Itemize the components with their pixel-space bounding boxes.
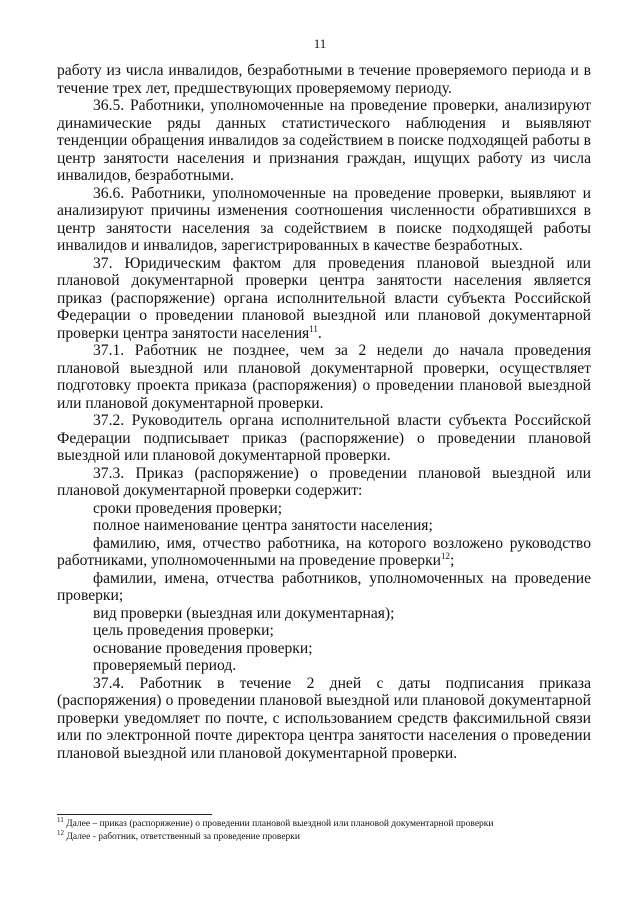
list-item-text: фамилии, имена, отчества работников, уполномоченных на проведение проверки; (57, 569, 591, 604)
list-item (57, 517, 591, 535)
paragraph-text: 37.4. Работник в течение 2 дней с даты подписания приказа (распоряжения) о проведении плановой выездной или плановой документарной проверки уведомляет по почте, с использованием средств факсимильной связи или по электронной почте директора центра занятости населения о проведении плановой выездной или плановой документарной проверки. (57, 674, 591, 762)
list-item-text: вид проверки (выездная или документарная); (93, 604, 395, 622)
paragraph (57, 185, 591, 255)
paragraph (57, 412, 591, 465)
footnote-text: Далее – приказ (распоряжение) о проведении плановой выездной или плановой документарной проверки (63, 819, 494, 829)
paragraph-text: 37.1. Работник не позднее, чем за 2 недели до начала проведения плановой выездной или плановой документарной проверки, осуществляет подготовку проекта приказа (распоряжения) о проведении плановой выездной или плановой документарной проверки. (57, 342, 591, 412)
list-item-text: проверяемый период. (93, 657, 237, 674)
footnote-text: Далее - работник, ответственный за проведение проверки (64, 831, 301, 842)
paragraph (57, 465, 591, 500)
list-item (57, 535, 591, 570)
footnote (57, 828, 597, 844)
paragraph-text: 37. Юридическим фактом для проведения плановой выездной или плановой документарной проверки центра занятости населения является приказ (распоряжение) органа исполнительной власти субъекта Российской Федерации о проведении плановой выездной или плановой документарной проверки центра занятости населения (57, 254, 591, 342)
footnote-reference: 11 (309, 323, 318, 334)
list-item-text: основание проведения проверки; (93, 639, 313, 657)
paragraph-text: 36.5. Работники, уполномоченные на проведение проверки, анализируют динамические ряды данных статистического наблюдения и выявляют тенденции обращения инвалидов за содействием в поиске подходящей работы в центр занятости населения и признания граждан, ищущих работу из числа инвалидов, безработными. (57, 97, 591, 184)
list-item-text: цель проведения проверки; (93, 622, 274, 639)
footnotes (57, 815, 597, 843)
paragraph (57, 675, 591, 763)
paragraph (57, 97, 591, 185)
list-item (57, 622, 591, 640)
footnote-marker: 11 (57, 815, 64, 824)
footnote-marker: 12 (57, 828, 64, 837)
footnote-reference: 12 (441, 550, 450, 561)
footnote-separator (57, 814, 212, 815)
footnote (57, 815, 597, 831)
document-body (57, 62, 591, 762)
paragraph-text: 37.3. Приказ (распоряжение) о проведении плановой выездной или плановой документарной проверки содержит: (57, 464, 591, 499)
paragraph (57, 62, 591, 97)
list-item-text: фамилию, имя, отчество работника, на которого возложено руководство работниками, уполномоченными на проведение проверки (57, 534, 591, 569)
list-item-text: сроки проведения проверки; (93, 499, 283, 517)
list-item (57, 500, 591, 518)
paragraph-text: работу из числа инвалидов, безработными в течение проверяемого периода и в течение трех лет, предшествующих проверяемому периоду. (57, 62, 591, 97)
paragraph (57, 255, 591, 343)
list-item-text: полное наименование центра занятости населения; (93, 517, 433, 534)
list-item (57, 570, 591, 605)
list-item (57, 657, 591, 675)
paragraph-punctuation: ; (450, 552, 455, 569)
list-item (57, 605, 591, 623)
page-number: 11 (313, 36, 327, 51)
paragraph-text: 36.6. Работники, уполномоченные на проведение проверки, выявляют и анализируют причины изменения соотношения численности обратившихся в центр занятости населения за содействием в поиске подходящей работы инвалидов и инвалидов, зарегистрированных в качестве безработных. (57, 184, 591, 254)
paragraph-text: 37.2. Руководитель органа исполнительной власти субъекта Российской Федерации подписывает приказ (распоряжение) о проведении плановой выездной или плановой документарной проверки. (57, 412, 591, 464)
list-item (57, 640, 591, 658)
paragraph-punctuation: . (317, 324, 322, 342)
paragraph (57, 342, 591, 412)
